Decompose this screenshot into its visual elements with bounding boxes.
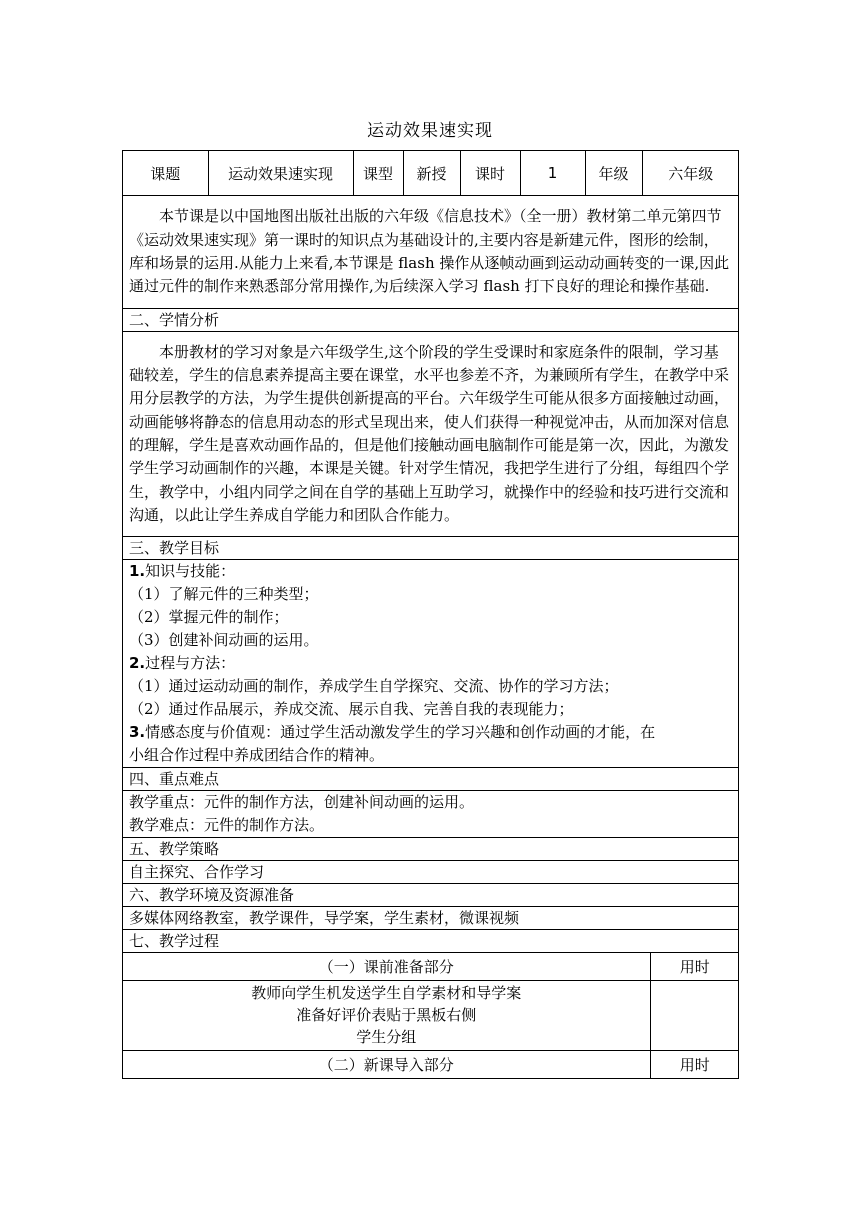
key-points-body (123, 791, 739, 838)
lesson-type-label: 课型 (353, 151, 403, 195)
header-grid (123, 151, 739, 195)
part1-content (123, 981, 650, 1051)
grade-value: 六年级 (668, 164, 714, 183)
emotion-number: 3. (129, 723, 146, 741)
student-analysis-heading: 二、学情分析 (123, 309, 739, 332)
part1-item: 教师向学生机发送学生自学素材和导学案 (251, 984, 522, 1002)
key-points-heading: 四、重点难点 (123, 768, 739, 791)
resources-heading: 六、教学环境及资源准备 (123, 884, 739, 907)
part1-title: （一）课前准备部分 (123, 953, 650, 981)
page-title: 运动效果速实现 (367, 121, 493, 141)
knowledge-title: 知识与技能： (145, 562, 236, 580)
period-label: 课时 (460, 151, 520, 195)
process-part1 (123, 953, 739, 1078)
strategy-heading: 五、教学策略 (123, 838, 739, 861)
process-title: 过程与方法： (145, 654, 236, 672)
process-heading: 七、教学过程 (123, 930, 739, 953)
teaching-focus: 教学重点：元件的制作方法，创建补间动画的运用。 (129, 793, 475, 811)
student-analysis-text: 本册教材的学习对象是六年级学生,这个阶段的学生受课时和家庭条件的限制，学习基础较差，学生的信息素养提高主要在课堂，水平也参差不齐，为兼顾所有学生，在教学中采用分层教学的方法，为学生提供创新提高的平台。六年级学生可能从很多方面接触过动画，动画能够将静态的信息用动态的形式呈现出来，使人们获得一种视觉冲击，从而加深对信息的理解，学生是喜欢动画作品的，但是他们接触动画电脑制作可能是第一次，因此，为激发学生学习动画制作的兴趣，本课是关键。针对学生情况，我把学生进行了分组，每组四个学生，教学中，小组内同学之间在自学的基础上互助学习，就操作中的经验和技巧进行交流和沟通，以此让学生养成自学能力和团队合作能力。 (123, 332, 739, 537)
knowledge-item: （1）了解元件的三种类型； (129, 585, 319, 603)
period-value: 1 (520, 151, 585, 195)
objectives-body (123, 560, 739, 768)
part1-item: 学生分组 (356, 1028, 417, 1046)
grade-label: 年级 (585, 151, 642, 195)
knowledge-item: （3）创建补间动画的运用。 (129, 631, 319, 649)
emotion-text-cont: 小组合作过程中养成团结合作的精神。 (129, 746, 385, 764)
strategy-text: 自主探究、合作学习 (123, 861, 739, 884)
resources-text: 多媒体网络教室，教学课件，导学案，学生素材，微课视频 (123, 907, 739, 930)
process-item: （1）通过运动动画的制作，养成学生自学探究、交流、协作的学习方法； (129, 677, 619, 695)
knowledge-number: 1. (129, 562, 146, 580)
subject-value: 运动效果速实现 (208, 151, 353, 195)
objectives-heading: 三、教学目标 (123, 537, 739, 560)
lesson-type-value: 新授 (403, 151, 460, 195)
part2-time-label: 用时 (650, 1051, 739, 1079)
part1-time-label: 用时 (679, 958, 710, 976)
process-number: 2. (129, 654, 146, 672)
part1-time-value (650, 981, 739, 1051)
part2-title: （二）新课导入部分 (123, 1051, 650, 1079)
process-item: （2）通过作品展示，养成交流、展示自我、完善自我的表现能力； (129, 700, 574, 718)
teaching-difficulty: 教学难点：元件的制作方法。 (129, 816, 325, 834)
subject-label: 课题 (123, 151, 208, 195)
part1-item: 准备好评价表贴于黑板右侧 (296, 1006, 477, 1024)
knowledge-item: （2）掌握元件的制作； (129, 608, 289, 626)
lesson-plan-table (122, 150, 739, 1079)
textbook-analysis: 本节课是以中国地图出版社出版的六年级《信息技术》（全一册）教材第二单元第四节《运动效果速实现》第一课时的知识点为基础设计的,主要内容是新建元件，图形的绘制，库和场景的运用.从能力上来看,本节课是 flash 操作从逐帧动画到运动动画转变的一课,因此通过元件的制作来熟悉部分常用操作,为后续深入学习 flash 打下良好的理论和操作基础. (123, 196, 739, 309)
emotion-text: 情感态度与价值观：通过学生活动激发学生的学习兴趣和创作动画的才能，在 (145, 723, 656, 741)
